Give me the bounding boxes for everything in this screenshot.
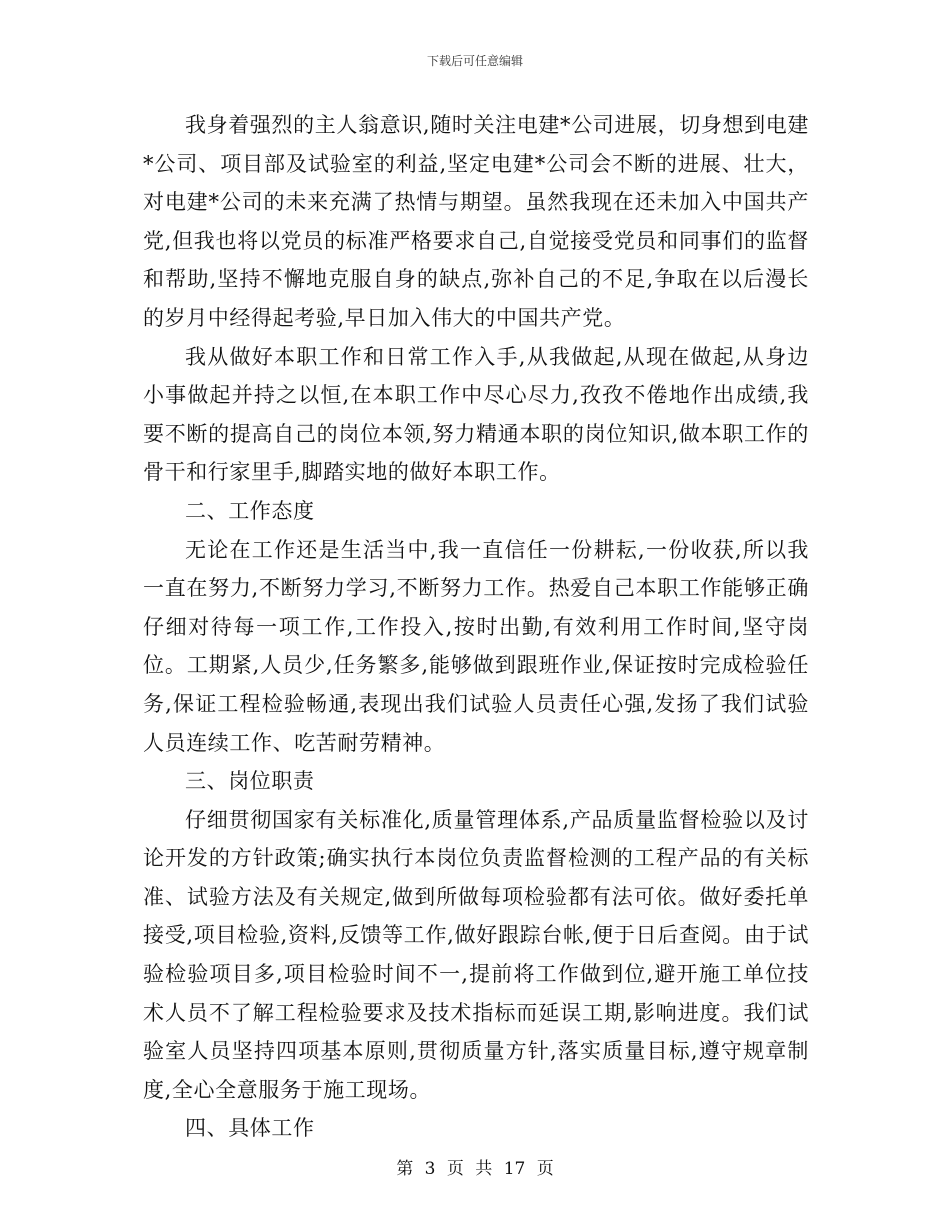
section-heading-work-attitude: 二、工作态度 bbox=[185, 498, 315, 523]
paragraph-responsibilities: 仔细贯彻国家有关标准化,质量管理体系,产品质量监督检验以及讨论开发的方针政策;确实执行本岗位负责监督检测的工程产品的有关标准、试验方法及有关规定,做到所做每项检验都有法可依。做好委托单接受,项目检验,资料,反馈等工作,做好跟踪台帐,便于日后查阅。由于试验检验项目多,项目检验时间不一,提前将工作做到位,避开施工单位技术人员不了解工程检验要求及技术指标而延误工期,影响进度。我们试验室人员坚持四项基本原则,贯彻质量方针,落实质量目标,遵守规章制度,全心全意服务于施工现场。 bbox=[143, 807, 809, 1102]
section-heading-specific-work: 四、具体工作 bbox=[185, 1116, 315, 1141]
paragraph-duty: 我从做好本职工作和日常工作入手,从我做起,从现在做起,从身边小事做起并持之以恒,在本职工作中尽心尽力,孜孜不倦地作出成绩,我要不断的提高自己的岗位本领,努力精通本职的岗位知识,做本职工作的骨干和行家里手,脚踏实地的做好本职工作。 bbox=[143, 344, 809, 485]
header-note: 下载后可任意编辑 bbox=[426, 54, 523, 68]
page-number: 第 3 页 共 17 页 bbox=[396, 1159, 554, 1179]
paragraph-work-attitude: 无论在工作还是生活当中,我一直信任一份耕耘,一份收获,所以我一直在努力,不断努力学习,不断努力工作。热爱自己本职工作能够正确仔细对待每一项工作,工作投入,按时出勤,有效利用工作时间,坚守岗位。工期紧,人员少,任务繁多,能够做到跟班作业,保证按时完成检验任务,保证工程检验畅通,表现出我们试验人员责任心强,发扬了我们试验人员连续工作、吃苦耐劳精神。 bbox=[143, 537, 809, 755]
paragraph-ownership: 我身着强烈的主人翁意识,随时关注电建*公司进展，切身想到电建*公司、项目部及试验室的利益,坚定电建*公司会不断的进展、壮大，对电建*公司的未来充满了热情与期望。虽然我现在还未加入中国共产党,但我也将以党员的标准严格要求自己,自觉接受党员和同事们的监督和帮助,坚持不懈地克服自身的缺点,弥补自己的不足,争取在以后漫长的岁月中经得起考验,早日加入伟大的中国共产党。 bbox=[143, 113, 809, 330]
section-heading-responsibilities: 三、岗位职责 bbox=[185, 769, 315, 794]
document-body bbox=[143, 106, 809, 1148]
